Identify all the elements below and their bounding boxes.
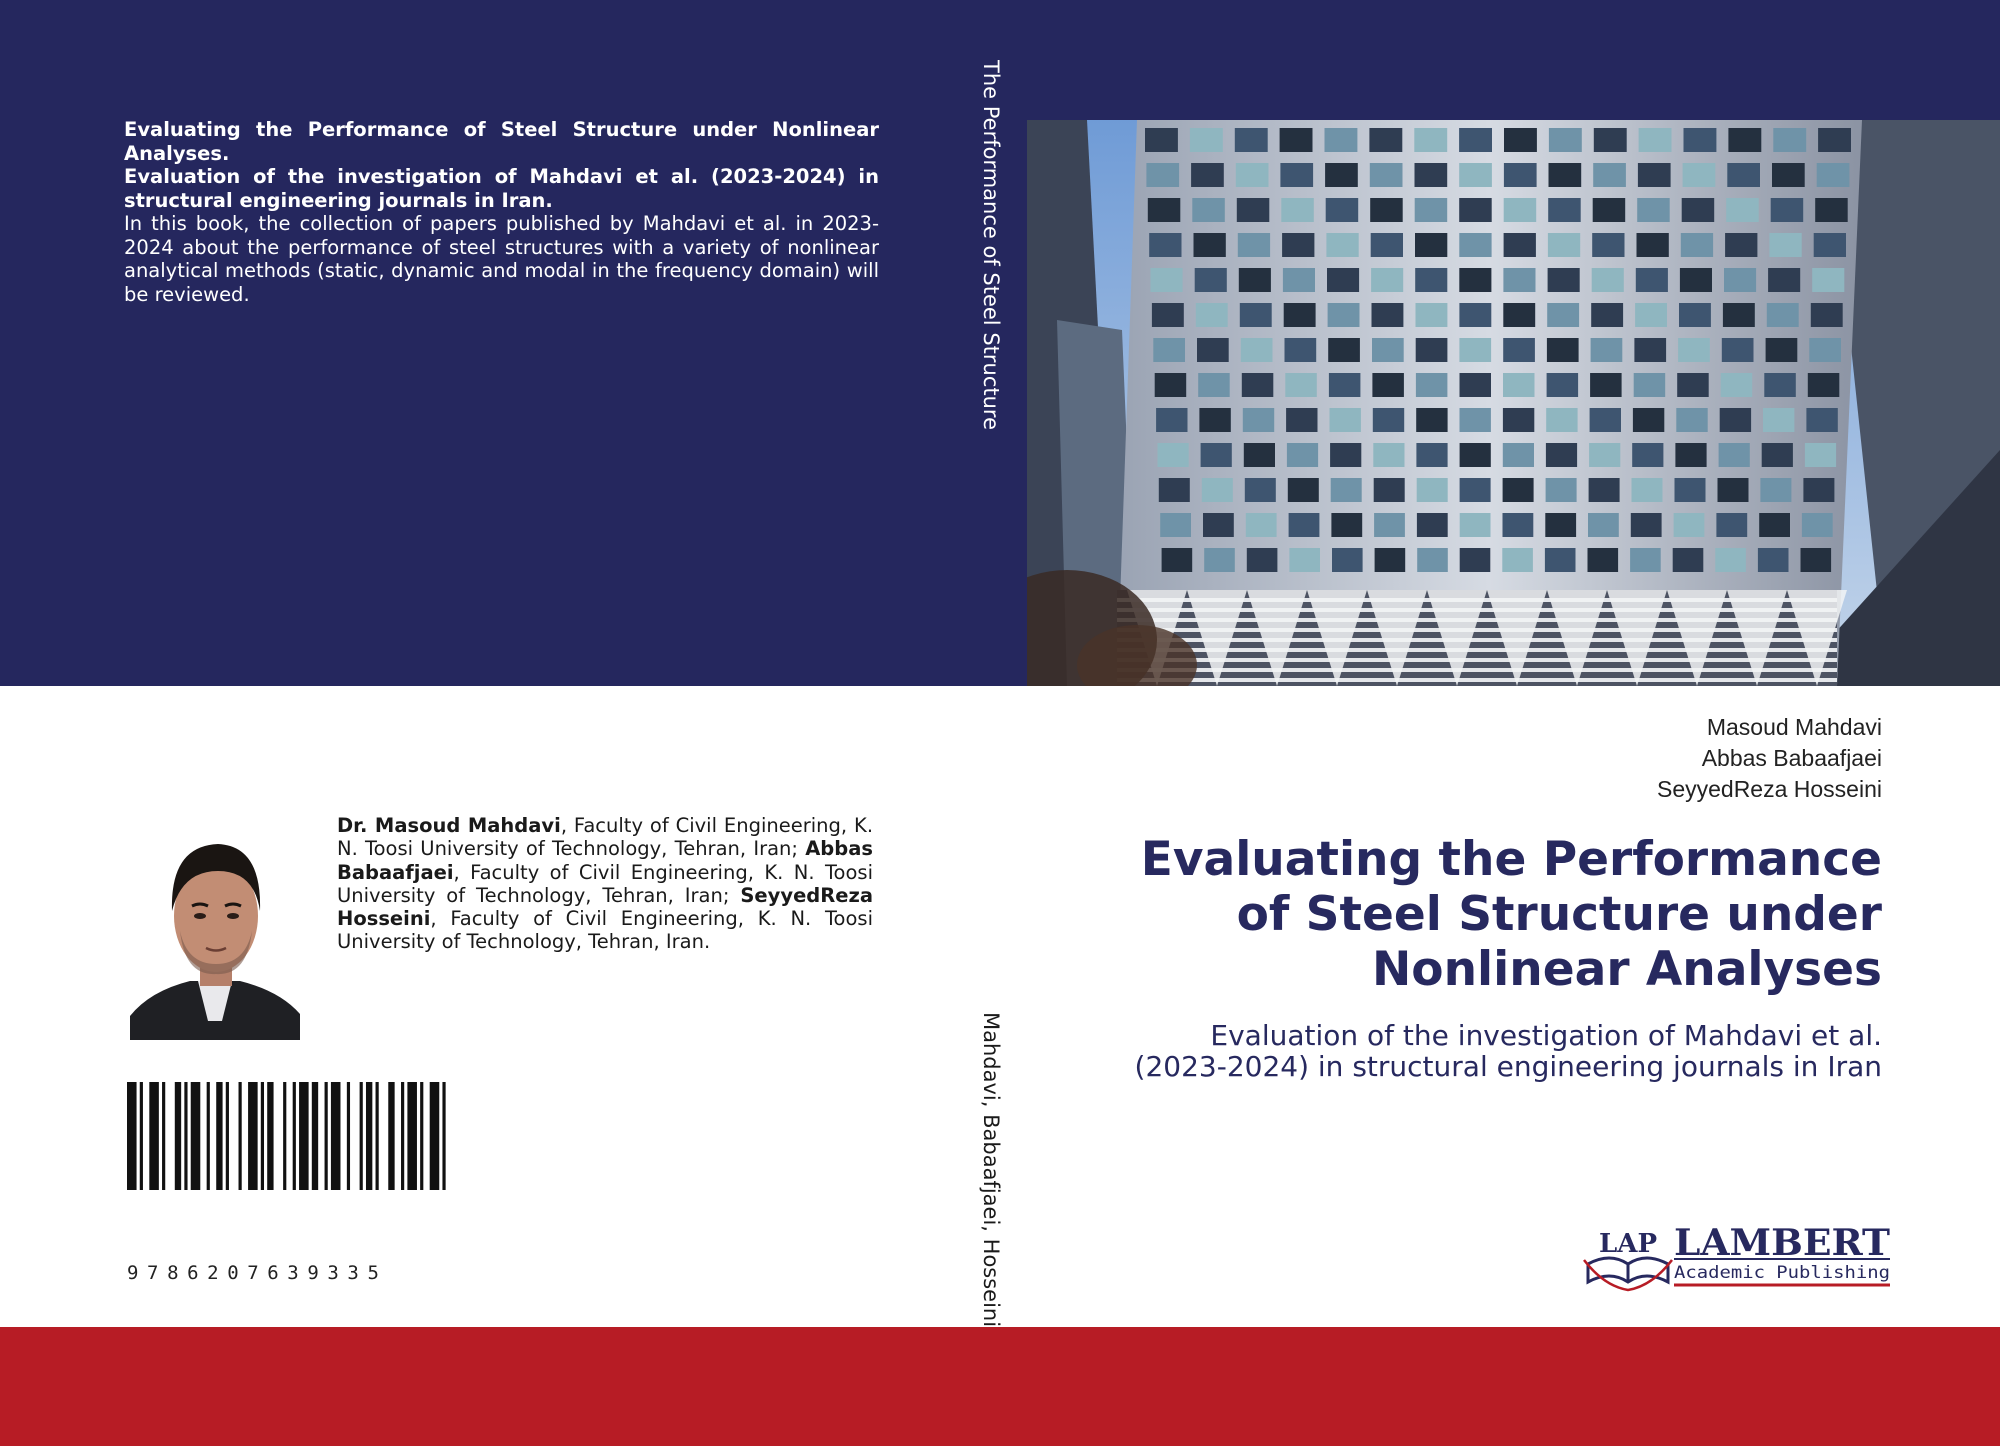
facade-window: [1243, 408, 1274, 432]
facade-window: [1371, 233, 1403, 257]
facade-window: [1588, 513, 1619, 537]
facade-window: [1549, 128, 1582, 152]
facade-window: [1675, 443, 1706, 467]
facade-window: [1545, 548, 1576, 572]
open-book-icon: [1584, 1258, 1672, 1290]
facade-window: [1639, 128, 1672, 152]
publisher-name: LAMBERT: [1674, 1222, 1891, 1264]
facade-window: [1327, 268, 1359, 292]
facade-window: [1373, 443, 1404, 467]
facade-window: [1631, 513, 1662, 537]
barcode-bar: [127, 1082, 137, 1190]
facade-window: [1372, 373, 1404, 397]
facade-window: [1416, 443, 1447, 467]
barcode-bar: [191, 1082, 201, 1190]
facade-window: [1636, 268, 1668, 292]
facade-window: [1459, 268, 1491, 292]
facade-window: [1768, 268, 1800, 292]
bio-text-3: , Faculty of Civil Engineering, K. N. Toosi University of Technology, Tehran, Iran.: [337, 907, 873, 954]
front-title: [982, 832, 1882, 997]
facade-window: [1504, 128, 1537, 152]
facade-window: [1718, 478, 1749, 502]
facade-window: [1503, 373, 1535, 397]
facade-window: [1503, 443, 1534, 467]
barcode-bar: [420, 1082, 423, 1190]
facade-window: [1545, 513, 1576, 537]
facade-window: [1683, 163, 1716, 187]
facade-window: [1805, 443, 1836, 467]
facade-window: [1726, 198, 1759, 222]
barcode-bar: [261, 1082, 264, 1190]
facade-window: [1149, 233, 1181, 257]
facade-window: [1416, 373, 1448, 397]
facade-window: [1459, 233, 1491, 257]
facade-window: [1814, 233, 1846, 257]
facade-window: [1676, 408, 1707, 432]
barcode-bar: [184, 1082, 187, 1190]
facade-window: [1246, 513, 1277, 537]
logo-mark-lap: LAP: [1598, 1229, 1658, 1259]
facade-window: [1812, 268, 1844, 292]
facade-window: [1203, 513, 1234, 537]
facade-window: [1589, 443, 1620, 467]
facade-window: [1590, 408, 1621, 432]
facade-window: [1148, 198, 1181, 222]
facade-window: [1723, 303, 1755, 327]
facade-window: [1674, 513, 1705, 537]
facade-window: [1548, 268, 1580, 292]
facade-window: [1802, 513, 1833, 537]
facade-window: [1145, 128, 1178, 152]
facade-window: [1191, 163, 1224, 187]
facade-window: [1242, 373, 1274, 397]
facade-window: [1630, 548, 1661, 572]
facade-window: [1197, 338, 1229, 362]
facade-window: [1460, 513, 1491, 537]
facade-window: [1715, 548, 1746, 572]
facade-window: [1589, 478, 1620, 502]
facade-window: [1460, 373, 1492, 397]
facade-window: [1162, 548, 1193, 572]
facade-window: [1330, 408, 1361, 432]
barcode-bar: [366, 1082, 372, 1190]
facade-window: [1285, 338, 1317, 362]
facade-window: [1547, 338, 1579, 362]
facade-window: [1635, 303, 1667, 327]
front-subtitle-line-1: Evaluation of the investigation of Mahdavi et al.: [1210, 1019, 1882, 1052]
building-photo: [1027, 120, 2000, 686]
facade-window: [1547, 373, 1579, 397]
facade-window: [1593, 163, 1626, 187]
bio-name-1: Dr. Masoud Mahdavi: [337, 814, 561, 837]
facade-window: [1201, 443, 1232, 467]
facade-window: [1289, 548, 1320, 572]
facade-window: [1372, 303, 1404, 327]
front-author-2: Abbas Babaafjaei: [1701, 745, 1882, 771]
facade-window: [1760, 478, 1791, 502]
facade-window: [1721, 373, 1753, 397]
facade-window: [1591, 303, 1623, 327]
facade-window: [1416, 303, 1448, 327]
facade-window: [1158, 443, 1189, 467]
facade-window: [1371, 268, 1403, 292]
facade-window: [1238, 233, 1270, 257]
facade-window: [1772, 163, 1805, 187]
facade-window: [1766, 338, 1798, 362]
facade-window: [1817, 163, 1850, 187]
facade-window: [1328, 303, 1360, 327]
barcode-bar: [140, 1082, 143, 1190]
facade-window: [1459, 303, 1491, 327]
facade-window: [1502, 548, 1533, 572]
barcode-bar: [407, 1082, 417, 1190]
facade-window: [1504, 198, 1537, 222]
facade-window: [1415, 233, 1447, 257]
barcode-bar: [226, 1082, 229, 1190]
facade-window: [1374, 513, 1405, 537]
facade-window: [1633, 408, 1664, 432]
facade-window: [1590, 373, 1622, 397]
facade-window: [1546, 443, 1577, 467]
facade-window: [1331, 478, 1362, 502]
facade-window: [1286, 408, 1317, 432]
facade-window: [1503, 303, 1535, 327]
facade-window: [1725, 233, 1757, 257]
facade-window: [1815, 198, 1848, 222]
facade-window: [1328, 338, 1360, 362]
facade-window: [1771, 198, 1804, 222]
facade-window: [1801, 548, 1832, 572]
facade-window: [1199, 408, 1230, 432]
barcode-bar: [267, 1082, 273, 1190]
barcode-bar: [162, 1082, 165, 1190]
facade-window: [1415, 198, 1448, 222]
facade-window: [1806, 408, 1837, 432]
facade-window: [1459, 338, 1491, 362]
front-title-line-1: Evaluating the Performance: [1140, 832, 1882, 887]
facade-window: [1416, 408, 1447, 432]
barcode-bar: [312, 1082, 318, 1190]
barcode-bar: [248, 1082, 258, 1190]
barcode-bar: [299, 1082, 309, 1190]
facade-window: [1460, 408, 1491, 432]
facade-window: [1684, 128, 1717, 152]
podium-stripe: [1117, 668, 1837, 672]
facade-window: [1146, 163, 1179, 187]
facade-window: [1679, 303, 1711, 327]
facade-window: [1202, 478, 1233, 502]
facade-window: [1803, 478, 1834, 502]
blurb-title: Evaluating the Performance of Steel Structure under Nonlinear Analyses.: [124, 118, 879, 165]
facade-window: [1326, 198, 1359, 222]
facade-window: [1764, 373, 1796, 397]
blurb-body: In this book, the collection of papers published by Mahdavi et al. in 2023-2024 about the performance of steel structures with a variety of nonlinear analytical methods (static, dynamic and modal in the frequency domain) will be reviewed.: [124, 212, 879, 306]
barcode-bar: [216, 1082, 222, 1190]
author-bio: [337, 814, 873, 954]
facade-window: [1370, 198, 1403, 222]
barcode-bar: [388, 1082, 394, 1190]
facade-window: [1415, 163, 1448, 187]
facade-window: [1155, 373, 1187, 397]
facade-window: [1773, 128, 1806, 152]
facade-window: [1677, 373, 1709, 397]
facade-window: [1548, 233, 1580, 257]
facade-window: [1416, 338, 1448, 362]
facade-window: [1769, 233, 1801, 257]
barcode-bar: [331, 1082, 341, 1190]
facade-window: [1287, 443, 1318, 467]
facade-window: [1198, 373, 1230, 397]
barcode-bar: [430, 1082, 440, 1190]
facade-window: [1369, 128, 1402, 152]
facade-window: [1459, 163, 1492, 187]
facade-window: [1460, 478, 1491, 502]
facade-window: [1634, 338, 1666, 362]
barcode-bar: [283, 1082, 286, 1190]
facade-window: [1192, 198, 1225, 222]
facade-window: [1460, 443, 1491, 467]
facade-window: [1818, 128, 1851, 152]
facade-window: [1240, 303, 1272, 327]
facade-window: [1682, 198, 1715, 222]
facade-window: [1593, 198, 1626, 222]
facade-window: [1326, 233, 1358, 257]
bio-text-2: , Faculty of Civil Engineering, K. N. Toosi University of Technology, Tehran, Iran;: [337, 860, 873, 907]
barcode-bar: [207, 1082, 210, 1190]
facade-window: [1415, 268, 1447, 292]
facade-window: [1159, 478, 1190, 502]
facade-window: [1681, 233, 1713, 257]
facade-window: [1156, 408, 1187, 432]
facade-window: [1195, 268, 1227, 292]
facade-window: [1546, 478, 1577, 502]
facade-window: [1190, 128, 1223, 152]
facade-window: [1285, 373, 1317, 397]
facade-window: [1236, 163, 1269, 187]
facade-window: [1247, 548, 1278, 572]
facade-window: [1194, 233, 1226, 257]
bottom-red-band: [0, 1327, 2000, 1446]
facade-window: [1281, 198, 1314, 222]
facade-window: [1504, 233, 1536, 257]
facade-window: [1724, 268, 1756, 292]
facade-window: [1808, 373, 1840, 397]
barcode-bar: [149, 1082, 159, 1190]
facade-window: [1283, 268, 1315, 292]
isbn-number: 9786207639335: [127, 1262, 388, 1284]
barcode-bar: [175, 1082, 181, 1190]
facade-window: [1637, 233, 1669, 257]
front-author-3: SeyyedReza Hosseini: [1656, 776, 1882, 802]
facade-window: [1720, 408, 1751, 432]
facade-window: [1459, 128, 1492, 152]
spine-title: The Performance of Steel Structure: [979, 60, 1003, 431]
facade-window: [1417, 513, 1448, 537]
front-subtitle-line-2: (2023-2024) in structural engineering journals in Iran: [1134, 1050, 1882, 1083]
facade-window: [1811, 303, 1843, 327]
barcode-bar: [442, 1082, 445, 1190]
facade-window: [1763, 408, 1794, 432]
bio-name-2: Abbas Babaafjaei: [337, 837, 873, 884]
barcode-bar: [293, 1082, 296, 1190]
facade-window: [1374, 478, 1405, 502]
facade-window: [1414, 128, 1447, 152]
front-subtitle: [982, 1020, 1882, 1082]
facade-window: [1241, 338, 1273, 362]
facade-window: [1503, 513, 1534, 537]
facade-window: [1503, 478, 1534, 502]
facade-window: [1728, 128, 1761, 152]
facade-window: [1592, 233, 1624, 257]
facade-window: [1762, 443, 1793, 467]
facade-window: [1244, 443, 1275, 467]
facade-window: [1722, 338, 1754, 362]
facade-window: [1417, 478, 1448, 502]
facade-window: [1325, 128, 1358, 152]
barcode-bar: [360, 1082, 363, 1190]
facade-window: [1196, 303, 1228, 327]
facade-window: [1151, 268, 1183, 292]
facade-window: [1204, 548, 1235, 572]
facade-window: [1289, 513, 1320, 537]
facade-window: [1503, 268, 1535, 292]
facade-window: [1634, 373, 1666, 397]
facade-window: [1547, 303, 1579, 327]
facade-window: [1767, 303, 1799, 327]
facade-window: [1719, 443, 1750, 467]
facade-window: [1592, 268, 1624, 292]
publisher-logo: [1582, 1212, 1894, 1292]
barcode-bar: [401, 1082, 404, 1190]
facade-window: [1235, 128, 1268, 152]
facade-window: [1809, 338, 1841, 362]
facade-window: [1460, 548, 1491, 572]
facade-window: [1675, 478, 1706, 502]
facade-window: [1727, 163, 1760, 187]
facade-window: [1546, 408, 1577, 432]
facade-window: [1239, 268, 1271, 292]
facade-window: [1459, 198, 1492, 222]
facade-window: [1237, 198, 1270, 222]
facade-window: [1638, 163, 1671, 187]
facade-window: [1329, 373, 1361, 397]
facade-window: [1588, 548, 1619, 572]
facade-window: [1153, 338, 1185, 362]
facade-window: [1373, 408, 1404, 432]
front-author-1: Masoud Mahdavi: [1706, 714, 1882, 740]
facade-window: [1245, 478, 1276, 502]
facade-window: [1503, 338, 1535, 362]
spine-authors: Mahdavi, Babaafjaei, Hosseini: [979, 1012, 1003, 1328]
facade-window: [1375, 548, 1406, 572]
facade-window: [1372, 338, 1404, 362]
front-title-line-2: of Steel Structure under: [1236, 887, 1882, 942]
facade-window: [1716, 513, 1747, 537]
facade-window: [1284, 303, 1316, 327]
facade-window: [1680, 268, 1712, 292]
barcode-bar: [239, 1082, 242, 1190]
podium-stripe: [1117, 678, 1837, 682]
barcode-bar: [376, 1082, 379, 1190]
facade-window: [1417, 548, 1448, 572]
facade-window: [1678, 338, 1710, 362]
facade-window: [1594, 128, 1627, 152]
facade-window: [1152, 303, 1184, 327]
facade-window: [1325, 163, 1358, 187]
facade-window: [1370, 163, 1403, 187]
facade-window: [1673, 548, 1704, 572]
facade-window: [1549, 163, 1582, 187]
bio-text-1: , Faculty of Civil Engineering, K. N. Toosi University of Technology, Tehran, Iran;: [337, 814, 874, 861]
facade-window: [1280, 163, 1313, 187]
facade-window: [1632, 478, 1663, 502]
facade-window: [1504, 163, 1537, 187]
facade-window: [1330, 443, 1361, 467]
author-portrait: [130, 816, 300, 1040]
facade-window: [1637, 198, 1670, 222]
facade-window: [1591, 338, 1623, 362]
back-cover-blurb: [124, 118, 879, 306]
publisher-tagline: Academic Publishing: [1674, 1263, 1890, 1283]
front-title-line-3: Nonlinear Analyses: [1371, 942, 1882, 997]
facade-window: [1280, 128, 1313, 152]
facade-window: [1759, 513, 1790, 537]
facade-window: [1332, 548, 1363, 572]
blurb-subtitle: Evaluation of the investigation of Mahdavi et al. (2023-2024) in structural engineering journals in Iran.: [124, 165, 879, 212]
barcode-bar: [325, 1082, 328, 1190]
facade-window: [1758, 548, 1789, 572]
facade-window: [1282, 233, 1314, 257]
bio-name-3: SeyyedReza Hosseini: [337, 883, 873, 931]
facade-window: [1632, 443, 1663, 467]
barcode-bar: [347, 1082, 350, 1190]
facade-window: [1331, 513, 1362, 537]
barcode: [127, 1082, 452, 1190]
facade-window: [1548, 198, 1581, 222]
facade-window: [1503, 408, 1534, 432]
facade-window: [1160, 513, 1191, 537]
facade-window: [1288, 478, 1319, 502]
